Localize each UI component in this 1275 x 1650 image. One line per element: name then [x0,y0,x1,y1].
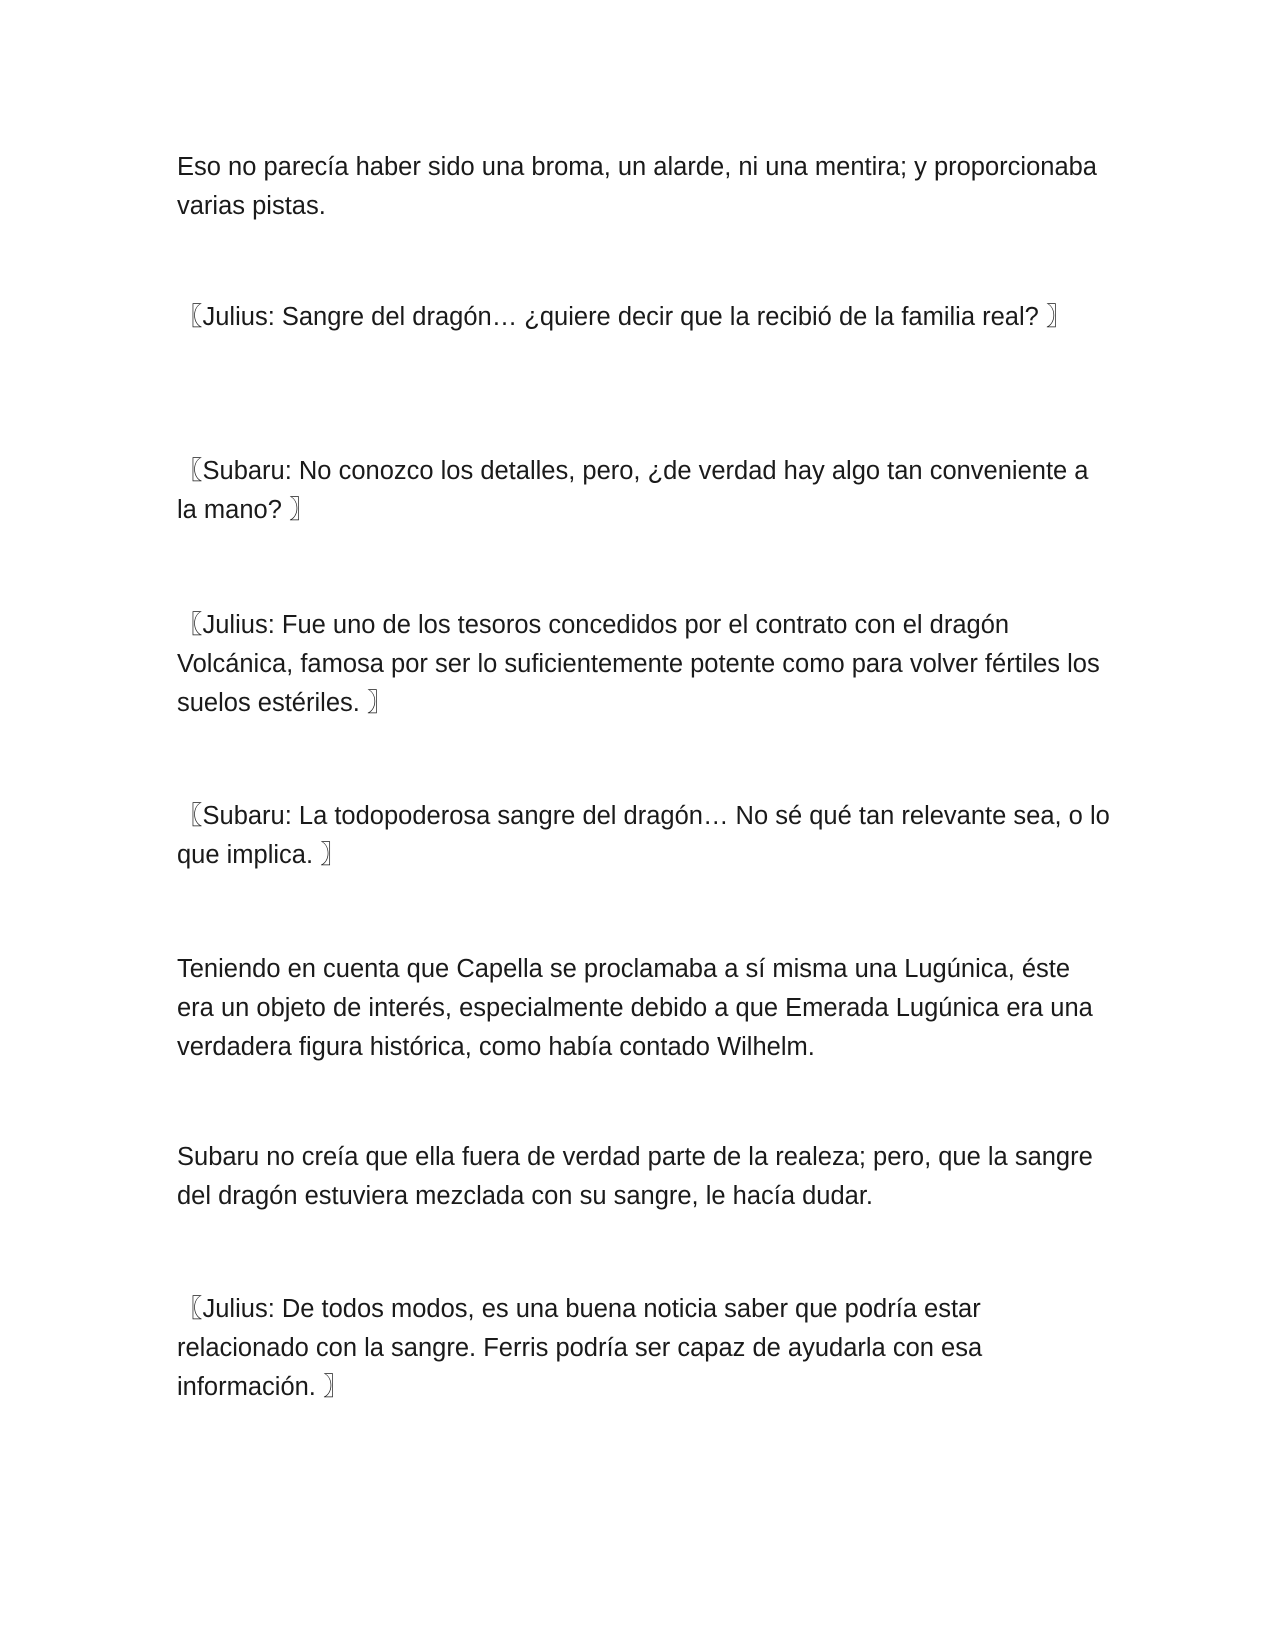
paragraph-narration-1: Eso no parecía haber sido una broma, un alarde, ni una mentira; y proporcionaba varias pistas. [177,153,1097,220]
paragraph-dialogue-subaru-2: 〖Subaru: La todopoderosa sangre del dragón… No sé qué tan relevante sea, o lo que implica. 〗 [177,802,1110,869]
paragraph-dialogue-julius-2: 〖Julius: Fue uno de los tesoros concedidos por el contrato con el dragón Volcánica, famosa por ser lo suficientemente potente como para volver fértiles los suelos estériles. 〗 [177,611,1100,717]
paragraph-narration-2: Teniendo en cuenta que Capella se proclamaba a sí misma una Lugúnica, éste era un objeto de interés, especialmente debido a que Emerada Lugúnica era una verdadera figura histórica, como había contado Wilhelm. [177,955,1093,1061]
paragraph-dialogue-julius-1: 〖Julius: Sangre del dragón… ¿quiere decir que la recibió de la familia real? 〗 [177,303,1072,331]
paragraph-dialogue-julius-3: 〖Julius: De todos modos, es una buena noticia saber que podría estar relacionado con la sangre. Ferris podría ser capaz de ayudarla con esa información. 〗 [177,1295,983,1401]
paragraph-dialogue-subaru-1: 〖Subaru: No conozco los detalles, pero, ¿de verdad hay algo tan conveniente a la mano? 〗 [177,457,1089,524]
paragraph-narration-3: Subaru no creía que ella fuera de verdad parte de la realeza; pero, que la sangre del dragón estuviera mezclada con su sangre, le hacía dudar. [177,1143,1093,1210]
